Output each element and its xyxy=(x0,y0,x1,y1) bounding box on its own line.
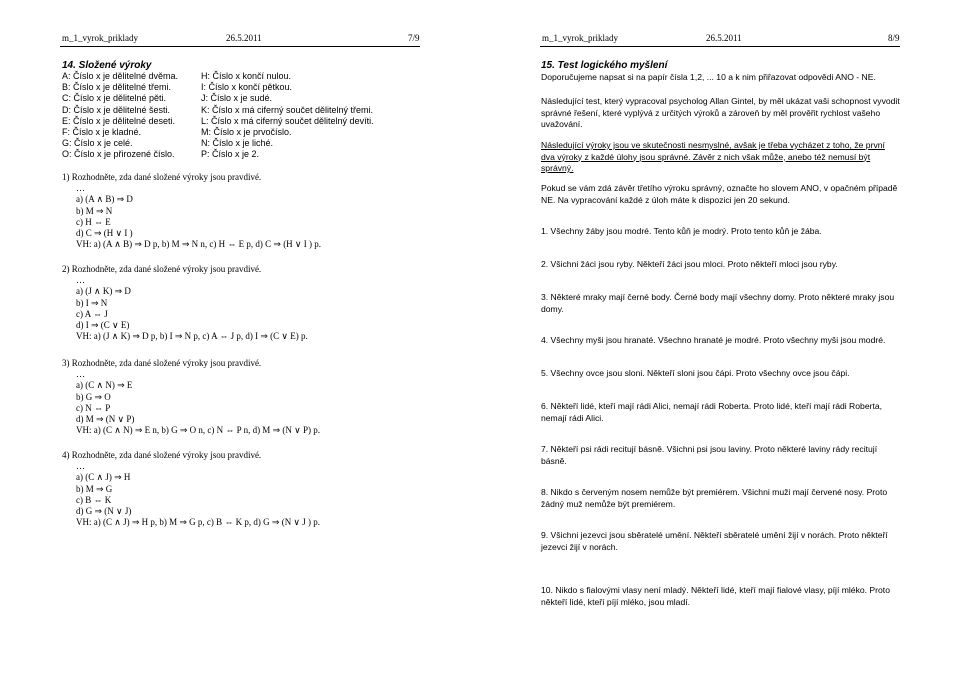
exercise-item: a) (C ∧ J) ⇒ H xyxy=(76,472,131,483)
section-title: 15. Test logického myšlení xyxy=(541,60,668,71)
header-rule xyxy=(60,46,420,47)
header-rule xyxy=(540,46,900,47)
paragraph-instructions-underlined: Následující výroky jsou ve skutečnosti nesmyslné, avšak je třeba vycházet z toho, že první dva výroky z každé úlohy jsou správné. Závěr z nich však může, anebo též nemusí být správný. xyxy=(541,140,885,173)
test-item-8: 8. Nikdo s červeným nosem nemůže být premiérem. Všichni muži mají červené nosy. Proto žádný muž nemůže být premiérem. xyxy=(541,487,888,509)
exercise-item: b) M ⇒ G xyxy=(76,483,113,494)
test-item-1: 1. Všechny žáby jsou modré. Tento kůň je modrý. Proto tento kůň je žába. xyxy=(541,226,822,236)
test-item-9: 9. Všichni jezevci jsou sběratelé umění. Někteří sběratelé umění žijí v norách. Proto někteří jezevci žijí v norách. xyxy=(541,530,888,552)
exercise-item: c) B ⇔ K xyxy=(76,494,112,505)
header-date: 26.5.2011 xyxy=(226,33,262,43)
test-item-10: 10. Nikdo s fialovými vlasy není mladý. Někteří lidé, kteří mají fialové vlasy, píjí mléko. Proto někteří lidé, kteří píjí mléko, jsou mladí. xyxy=(541,585,890,607)
header-filename: m_1_vyrok_priklady xyxy=(542,33,618,43)
section-title: 14. Složené výroky xyxy=(62,60,152,71)
exercise-item: c) N ⇔ P xyxy=(76,402,111,413)
exercise-2 xyxy=(62,264,308,342)
definitions-left-column xyxy=(62,71,178,161)
definition: G: Číslo x je celé. xyxy=(62,138,133,149)
definition: M: Číslo x je prvočíslo. xyxy=(201,126,292,137)
exercise-answer: VH: a) (A ∧ B) ⇒ D p, b) M ⇒ N n, c) H ⇔ E p, d) C ⇒ (H ∨ I ) p. xyxy=(76,239,322,250)
exercise-item: d) I ⇒ (C ∨ E) xyxy=(76,319,130,330)
exercise-1 xyxy=(62,172,321,250)
exercise-item: a) (J ∧ K) ⇒ D xyxy=(76,286,131,297)
exercise-item: b) G ⇒ O xyxy=(76,391,111,402)
exercise-ellipsis: … xyxy=(76,461,85,472)
exercise-item: d) M ⇒ (N ∨ P) xyxy=(76,413,135,424)
exercise-item: b) M ⇒ N xyxy=(76,205,113,216)
exercise-prompt: 1) Rozhodněte, zda dané složené výroky jsou pravdivé. xyxy=(62,172,262,182)
test-item-3: 3. Některé mraky mají černé body. Černé body mají všechny domy. Proto některé mraky jsou domy. xyxy=(541,292,895,314)
test-item-4: 4. Všechny myši jsou hranaté. Všechno hranaté je modré. Proto všechny myši jsou modré. xyxy=(541,335,886,345)
exercise-item: a) (A ∧ B) ⇒ D xyxy=(76,194,133,205)
definition: E: Číslo x je dělitelné deseti. xyxy=(62,115,176,126)
exercise-4 xyxy=(62,450,320,528)
definition: K: Číslo x má ciferný součet dělitelný třemi. xyxy=(201,104,374,115)
definition: I: Číslo x končí pětkou. xyxy=(201,82,293,93)
definitions-right-column xyxy=(201,71,374,161)
exercise-ellipsis: … xyxy=(76,275,85,286)
exercise-answer: VH: a) (C ∧ J) ⇒ H p, b) M ⇒ G p, c) B ⇔ K p, d) G ⇒ (N ∨ J ) p. xyxy=(76,517,321,528)
test-item-6: 6. Někteří lidé, kteří mají rádi Alici, nemají rádi Roberta. Proto lidé, kteří mají rádi Roberta, nemají rádi Alici. xyxy=(541,401,883,423)
paragraph-answer-rules: Pokud se vám zdá závěr třetího výroku správný, označte ho slovem ANO, v opačném případě NE. Na vypracování každé z úloh máte k dispozici jen 20 sekund. xyxy=(541,183,898,205)
header-page-number: 8/9 xyxy=(888,33,900,43)
exercise-item: d) G ⇒ (N ∨ J) xyxy=(76,505,132,516)
exercise-answer: VH: a) (J ∧ K) ⇒ D p, b) I ⇒ N p, c) A ⇔ J p, d) I ⇒ (C ∨ E) p. xyxy=(76,331,308,342)
definition: L: Číslo x má ciferný součet dělitelný devíti. xyxy=(201,115,374,126)
definition: A: Číslo x je dělitelné dvěma. xyxy=(62,71,179,81)
definition: B: Číslo x je dělitelné třemi. xyxy=(62,82,172,93)
definition: F: Číslo x je kladné. xyxy=(62,126,142,137)
exercise-item: b) I ⇒ N xyxy=(76,297,108,308)
exercise-ellipsis: … xyxy=(76,183,85,194)
test-item-5: 5. Všechny ovce jsou sloni. Někteří sloni jsou čápi. Proto všechny ovce jsou čápi. xyxy=(541,368,850,378)
intro-text: Doporučujeme napsat si na papír čísla 1,2, ... 10 a k nim přiřazovat odpovědi ANO - NE. xyxy=(541,72,876,82)
exercise-3 xyxy=(62,358,320,436)
exercise-answer: VH: a) (C ∧ N) ⇒ E n, b) G ⇒ O n, c) N ⇔ P n, d) M ⇒ (N ∨ P) p. xyxy=(76,425,320,436)
header-date: 26.5.2011 xyxy=(706,33,742,43)
exercise-item: d) C ⇒ (H ∨ I ) xyxy=(76,227,133,238)
exercise-prompt: 3) Rozhodněte, zda dané složené výroky jsou pravdivé. xyxy=(62,358,262,368)
header-filename: m_1_vyrok_priklady xyxy=(62,33,138,43)
exercise-ellipsis: … xyxy=(76,369,85,380)
definition: N: Číslo x je liché. xyxy=(201,138,274,149)
exercise-prompt: 4) Rozhodněte, zda dané složené výroky jsou pravdivé. xyxy=(62,450,262,460)
definition: D: Číslo x je dělitelné šesti. xyxy=(62,104,171,115)
exercise-prompt: 2) Rozhodněte, zda dané složené výroky jsou pravdivé. xyxy=(62,264,262,274)
test-item-2: 2. Všichni žáci jsou ryby. Někteří žáci jsou mloci. Proto někteří mloci jsou ryby. xyxy=(541,259,838,269)
definition: J: Číslo x je sudé. xyxy=(201,93,273,104)
definition: O: Číslo x je přirozené číslo. xyxy=(62,149,175,160)
paragraph-test-description: Následující test, který vypracoval psycholog Allan Gintel, by měl ukázat vaši schopnost vyvodit správné řešení, které vyplývá z určitých výroků a zároveň by měl prověřit rychlost vašeho uvažování. xyxy=(541,96,900,129)
exercise-item: c) A ⇔ J xyxy=(76,308,108,319)
definition: C: Číslo x je dělitelné pěti. xyxy=(62,93,167,104)
test-item-7: 7. Někteří psi rádi recitují básně. Všichni psi jsou laviny. Proto některé laviny rády recitují básně. xyxy=(541,444,878,466)
definition: H: Číslo x končí nulou. xyxy=(201,71,292,81)
header-page-number: 7/9 xyxy=(408,33,420,43)
definition: P: Číslo x je 2. xyxy=(201,149,260,160)
exercise-item: a) (C ∧ N) ⇒ E xyxy=(76,380,133,391)
exercise-item: c) H ⇔ E xyxy=(76,216,111,227)
